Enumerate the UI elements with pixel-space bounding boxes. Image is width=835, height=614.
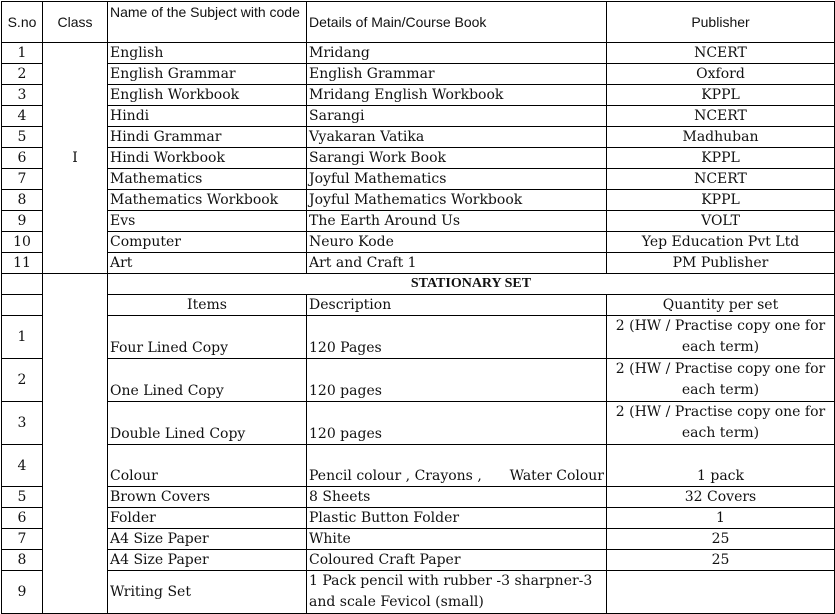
- item-cell: Writing Set: [108, 571, 307, 614]
- header-details: Details of Main/Course Book: [307, 2, 607, 43]
- sno-cell: 6: [2, 148, 43, 169]
- book-row: [2, 64, 835, 85]
- item-cell: Four Lined Copy: [108, 316, 307, 359]
- sno-cell: 3: [2, 402, 43, 445]
- book-row: [2, 190, 835, 211]
- subject-cell: English Workbook: [108, 85, 307, 106]
- stationary-row: [2, 550, 835, 571]
- quantity-cell: 2 (HW / Practise copy one for each term): [607, 359, 835, 402]
- description-part: Pencil colour , Crayons ,: [309, 468, 482, 484]
- book-cell: The Earth Around Us: [307, 211, 607, 232]
- publisher-cell: VOLT: [607, 211, 835, 232]
- header-sno: S.no: [2, 2, 43, 43]
- stationary-row: [2, 487, 835, 508]
- sno-cell: 1: [2, 43, 43, 64]
- book-cell: Mridang: [307, 43, 607, 64]
- item-cell: Colour: [108, 445, 307, 487]
- book-row: [2, 232, 835, 253]
- header-class: Class: [43, 2, 108, 43]
- subject-cell: Evs: [108, 211, 307, 232]
- description-cell: [307, 445, 607, 487]
- quantity-cell: 2 (HW / Practise copy one for each term): [607, 316, 835, 359]
- book-cell: Neuro Kode: [307, 232, 607, 253]
- book-row: [2, 106, 835, 127]
- book-cell: Sarangi Work Book: [307, 148, 607, 169]
- header-items: Items: [108, 295, 307, 316]
- book-cell: Art and Craft 1: [307, 253, 607, 274]
- stationary-header-row: [2, 295, 835, 316]
- quantity-cell: 32 Covers: [607, 487, 835, 508]
- stationary-row: [2, 402, 835, 445]
- sno-cell: 4: [2, 445, 43, 487]
- header-publisher: Publisher: [607, 2, 835, 43]
- stationary-row: [2, 571, 835, 614]
- empty-cell: [2, 295, 43, 316]
- item-cell: A4 Size Paper: [108, 550, 307, 571]
- subject-cell: Mathematics Workbook: [108, 190, 307, 211]
- subject-cell: English: [108, 43, 307, 64]
- header-subject: Name of the Subject with code: [108, 2, 307, 43]
- sno-cell: 8: [2, 550, 43, 571]
- sno-cell: 2: [2, 64, 43, 85]
- book-row: [2, 148, 835, 169]
- item-cell: Brown Covers: [108, 487, 307, 508]
- subject-cell: English Grammar: [108, 64, 307, 85]
- stationary-title-row: [2, 274, 835, 295]
- quantity-cell: 2 (HW / Practise copy one for each term): [607, 402, 835, 445]
- publisher-cell: Yep Education Pvt Ltd: [607, 232, 835, 253]
- description-cell: 120 pages: [307, 402, 607, 445]
- publisher-cell: KPPL: [607, 85, 835, 106]
- sno-cell: 1: [2, 316, 43, 359]
- quantity-cell: 25: [607, 529, 835, 550]
- subject-cell: Art: [108, 253, 307, 274]
- stationary-row: [2, 445, 835, 487]
- book-cell: English Grammar: [307, 64, 607, 85]
- description-cell: White: [307, 529, 607, 550]
- quantity-cell: 1: [607, 508, 835, 529]
- publisher-cell: KPPL: [607, 148, 835, 169]
- stationary-row: [2, 316, 835, 359]
- book-cell: Sarangi: [307, 106, 607, 127]
- class-cell: I: [43, 43, 108, 274]
- item-cell: One Lined Copy: [108, 359, 307, 402]
- book-cell: Joyful Mathematics Workbook: [307, 190, 607, 211]
- booklist-table: [1, 1, 835, 614]
- class-blank-cell: [43, 274, 108, 614]
- description-cell: 120 Pages: [307, 316, 607, 359]
- book-row: [2, 85, 835, 106]
- description-part: Water Colour: [509, 468, 604, 484]
- quantity-cell: 25: [607, 550, 835, 571]
- stationary-row: [2, 508, 835, 529]
- subject-cell: Computer: [108, 232, 307, 253]
- book-row: [2, 253, 835, 274]
- book-row: [2, 43, 835, 64]
- subject-cell: Hindi: [108, 106, 307, 127]
- sno-cell: 3: [2, 85, 43, 106]
- publisher-cell: NCERT: [607, 43, 835, 64]
- publisher-cell: KPPL: [607, 190, 835, 211]
- subject-cell: Hindi Workbook: [108, 148, 307, 169]
- header-quantity: Quantity per set: [607, 295, 835, 316]
- publisher-cell: PM Publisher: [607, 253, 835, 274]
- sno-cell: 5: [2, 487, 43, 508]
- description-cell: 120 pages: [307, 359, 607, 402]
- empty-cell: [2, 274, 43, 295]
- sno-cell: 9: [2, 211, 43, 232]
- sno-cell: 5: [2, 127, 43, 148]
- subject-cell: Hindi Grammar: [108, 127, 307, 148]
- book-row: [2, 211, 835, 232]
- description-cell: 8 Sheets: [307, 487, 607, 508]
- book-row: [2, 169, 835, 190]
- sno-cell: 8: [2, 190, 43, 211]
- book-cell: Joyful Mathematics: [307, 169, 607, 190]
- publisher-cell: Madhuban: [607, 127, 835, 148]
- quantity-cell: [607, 571, 835, 614]
- sno-cell: 9: [2, 571, 43, 614]
- publisher-cell: Oxford: [607, 64, 835, 85]
- sno-cell: 2: [2, 359, 43, 402]
- publisher-cell: NCERT: [607, 169, 835, 190]
- sno-cell: 11: [2, 253, 43, 274]
- header-row: [2, 2, 835, 43]
- stationary-row: [2, 359, 835, 402]
- sno-cell: 7: [2, 529, 43, 550]
- quantity-cell: 1 pack: [607, 445, 835, 487]
- book-row: [2, 127, 835, 148]
- item-cell: Double Lined Copy: [108, 402, 307, 445]
- item-cell: Folder: [108, 508, 307, 529]
- stationary-row: [2, 529, 835, 550]
- description-cell: Coloured Craft Paper: [307, 550, 607, 571]
- header-description: Description: [307, 295, 607, 316]
- subject-cell: Mathematics: [108, 169, 307, 190]
- book-cell: Vyakaran Vatika: [307, 127, 607, 148]
- sno-cell: 7: [2, 169, 43, 190]
- stationary-title: STATIONARY SET: [108, 274, 835, 295]
- description-cell: Plastic Button Folder: [307, 508, 607, 529]
- sno-cell: 4: [2, 106, 43, 127]
- item-cell: A4 Size Paper: [108, 529, 307, 550]
- book-cell: Mridang English Workbook: [307, 85, 607, 106]
- sno-cell: 6: [2, 508, 43, 529]
- sno-cell: 10: [2, 232, 43, 253]
- description-cell: 1 Pack pencil with rubber -3 sharpner-3 and scale Fevicol (small): [307, 571, 607, 614]
- publisher-cell: NCERT: [607, 106, 835, 127]
